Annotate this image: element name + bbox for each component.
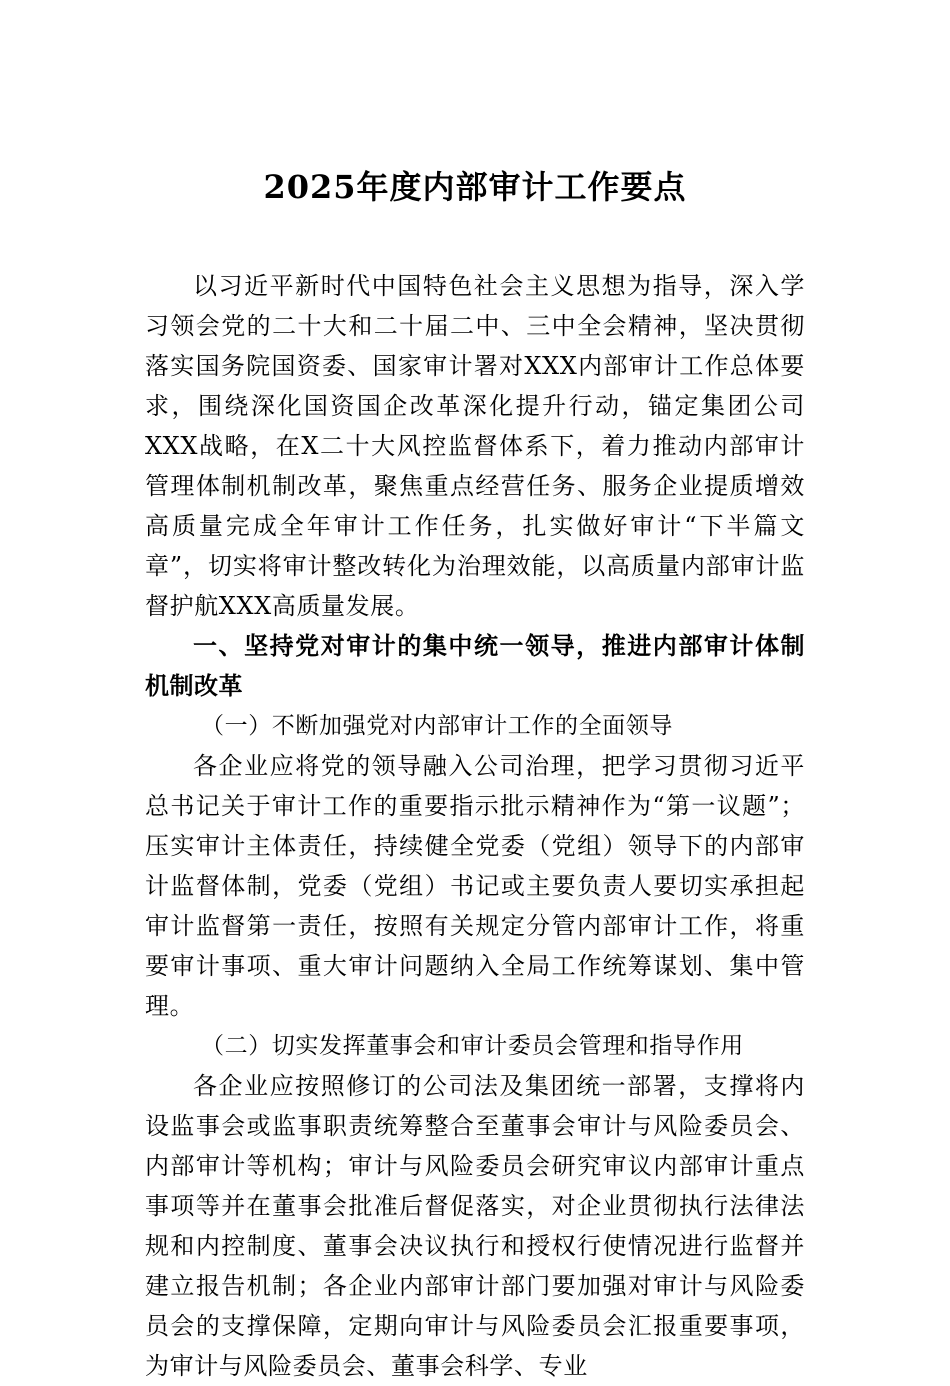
subsection-1-paragraph: 各企业应将党的领导融入公司治理，把学习贯彻习近平总书记关于审计工作的重要指示批示精神作为“第一议题”；压实审计主体责任，持续健全党委（党组）领导下的内部审计监督体制，党委（党组）书记或主要负责人要切实承担起审计监督第一责任，按照有关规定分管内部审计工作，将重要审计事项、重大审计问题纳入全局工作统筹谋划、集中管理。: [145, 752, 805, 1020]
subsection-2-heading: （二）切实发挥董事会和审计委员会管理和指导作用: [201, 1033, 744, 1059]
subsection-2-paragraph: 各企业应按照修订的公司法及集团统一部署，支撑将内设监事会或监事职责统筹整合至董事会审计与风险委员会、内部审计等机构；审计与风险委员会研究审议内部审计重点事项等并在董事会批准后督促落实，对企业贯彻执行法律法规和内控制度、董事会决议执行和授权行使情况进行监督并建立报告机制；各企业内部审计部门要加强对审计与风险委员会的支撑保障，定期向审计与风险委员会汇报重要事项，为审计与风险委员会、董事会科学、专业: [145, 1072, 805, 1380]
title-spacer: [145, 214, 805, 266]
document-body: [145, 160, 805, 1386]
subsection-1-heading: （一）不断加强党对内部审计工作的全面领导: [201, 713, 673, 739]
section-1-heading: 一、坚持党对审计的集中统一领导，推进内部审计体制机制改革: [145, 632, 805, 700]
document-title: 2025年度内部审计工作要点: [263, 168, 687, 206]
intro-paragraph: 以习近平新时代中国特色社会主义思想为指导，深入学习领会党的二十大和二十届二中、三中全会精神，坚决贯彻落实国务院国资委、国家审计署对XXX内部审计工作总体要求，围绕深化国资国企改革深化提升行动，锚定集团公司XXX战略，在X二十大风控监督体系下，着力推动内部审计管理体制机制改革，聚焦重点经营任务、服务企业提质增效高质量完成全年审计工作任务，扎实做好审计“下半篇文章”，切实将审计整改转化为治理效能，以高质量内部审计监督护航XXX高质量发展。: [145, 272, 805, 620]
